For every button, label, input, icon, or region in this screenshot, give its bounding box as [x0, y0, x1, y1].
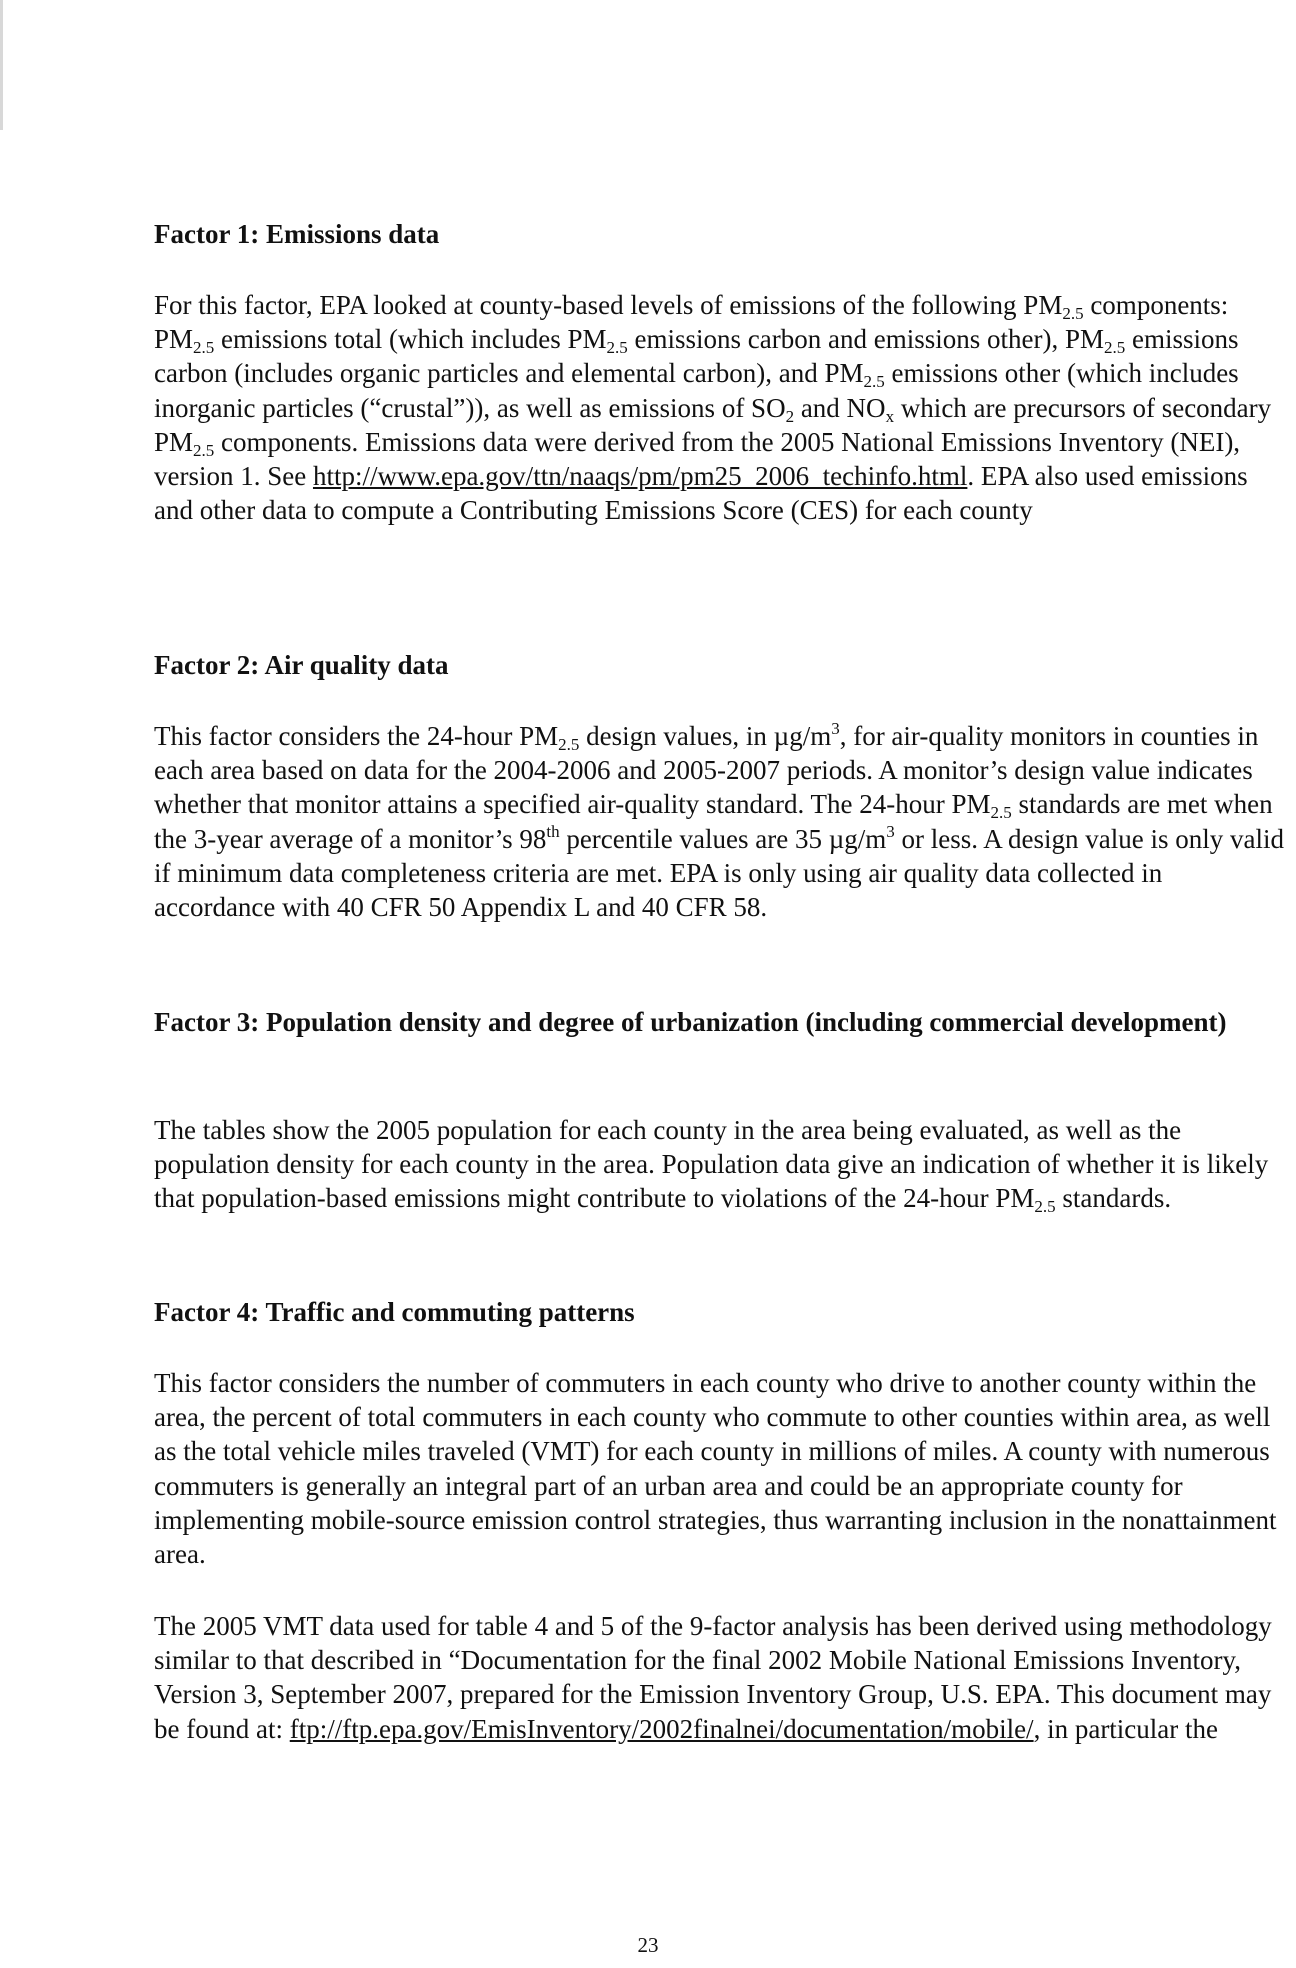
text: components: PM: [154, 290, 1229, 355]
text: The tables show the 2005 population for each county in the area being evaluated, as well as the population density for each county in the area. Population data give an indication of whether it is likely that population-based emissions might contribute to violations of the 24-hour PM: [154, 1115, 1269, 1214]
factor-3-heading: Factor 3: Population density and degree of urbanization (including commercial development): [154, 1007, 1227, 1037]
text: , for air-quality monitors in counties in each area based on data for the 2004-2006 and 2005-2007 periods. A monitor’s design value indicates whether that monitor attains a specified air-quality standard. The 24-hour PM: [154, 721, 1259, 820]
text: emissions other (which includes inorganic particles (“crustal”)), as well as emissions of SO: [154, 358, 1239, 423]
text: which are precursors of secondary PM: [154, 392, 1272, 457]
text: emissions carbon and emissions other), PM: [627, 324, 1104, 355]
factor-2-paragraph: [154, 719, 1284, 924]
text: and NO: [794, 392, 886, 423]
factor-1-heading: Factor 1: Emissions data: [154, 219, 440, 249]
text: or less. A design value is only valid if minimum data completeness criteria are met. EPA is only using air quality data collected in accordance with 40 CFR 50 Appendix L and 40 CFR 58.: [154, 823, 1284, 923]
subscript: 2: [785, 406, 795, 426]
text: This factor considers the 24-hour PM: [154, 721, 559, 751]
page-number: 23: [637, 1933, 659, 1957]
text: standards.: [1055, 1183, 1172, 1214]
factor-3-paragraph: [154, 1113, 1284, 1216]
factor-2-heading: Factor 2: Air quality data: [154, 650, 449, 680]
subscript: 2.5: [863, 372, 885, 392]
subscript: 2.5: [606, 338, 628, 358]
text: standards are met when the 3-year average of a monitor’s 98: [154, 789, 1273, 854]
subscript: 2.5: [990, 803, 1012, 823]
subscript: x: [885, 406, 895, 426]
factor-4-heading: Factor 4: Traffic and commuting patterns: [154, 1297, 635, 1327]
subscript: 2.5: [1034, 1197, 1056, 1217]
text: For this factor, EPA looked at county-based levels of emissions of the following PM: [154, 290, 1063, 320]
subscript: 2.5: [1062, 304, 1084, 323]
text: design values, in µg/m: [579, 721, 832, 751]
superscript: th: [546, 821, 560, 841]
superscript: 3: [831, 719, 840, 738]
factor-4-paragraph-2: [154, 1609, 1294, 1746]
subscript: 2.5: [193, 338, 215, 358]
text: components. Emissions data were derived from the 2005 National Emissions Inventory (NEI), version 1. See: [154, 426, 1241, 492]
text: percentile values are 35 µg/m: [559, 823, 887, 854]
subscript: 2.5: [558, 735, 580, 754]
factor-1-paragraph: [154, 288, 1284, 527]
scan-edge-line: [0, 0, 3, 130]
superscript: 3: [886, 821, 895, 841]
text: . EPA also used emissions and other data to compute a Contributing Emissions Score (CES) for each county: [154, 461, 1248, 526]
factor-4-paragraph-1: This factor considers the number of commuters in each county who drive to another county within the area, the percent of total commuters in each county who commute to other counties within area, as well as the total vehicle miles traveled (VMT) for each county in millions of miles. A county with numerous commuters is generally an integral part of an urban area and could be an appropriate county for implementing mobile-source emission control strategies, thus warranting inclusion in the nonattainment area.: [154, 1368, 1277, 1570]
subscript: 2.5: [1103, 338, 1126, 358]
subscript: 2.5: [193, 440, 215, 460]
text: The 2005 VMT data used for table 4 and 5 of the 9-factor analysis has been derived using methodology similar to that described in “Documentation for the final 2002 Mobile National Emissions Inventory, Version 3, September 2007, prepared for the Emission Inventory Group, U.S. EPA. This document may be found at:: [154, 1611, 1272, 1744]
ftp-documentation-link[interactable]: ftp://ftp.epa.gov/EmisInventory/2002finalnei/documentation/mobile/: [289, 1713, 1034, 1744]
text: emissions carbon (includes organic particles and elemental carbon), and PM: [154, 324, 1239, 389]
text: emissions total (which includes PM: [214, 324, 607, 355]
techinfo-link[interactable]: http://www.epa.gov/ttn/naaqs/pm/pm25_2006_techinfo.html: [312, 461, 968, 492]
text: , in particular the: [1033, 1713, 1219, 1744]
